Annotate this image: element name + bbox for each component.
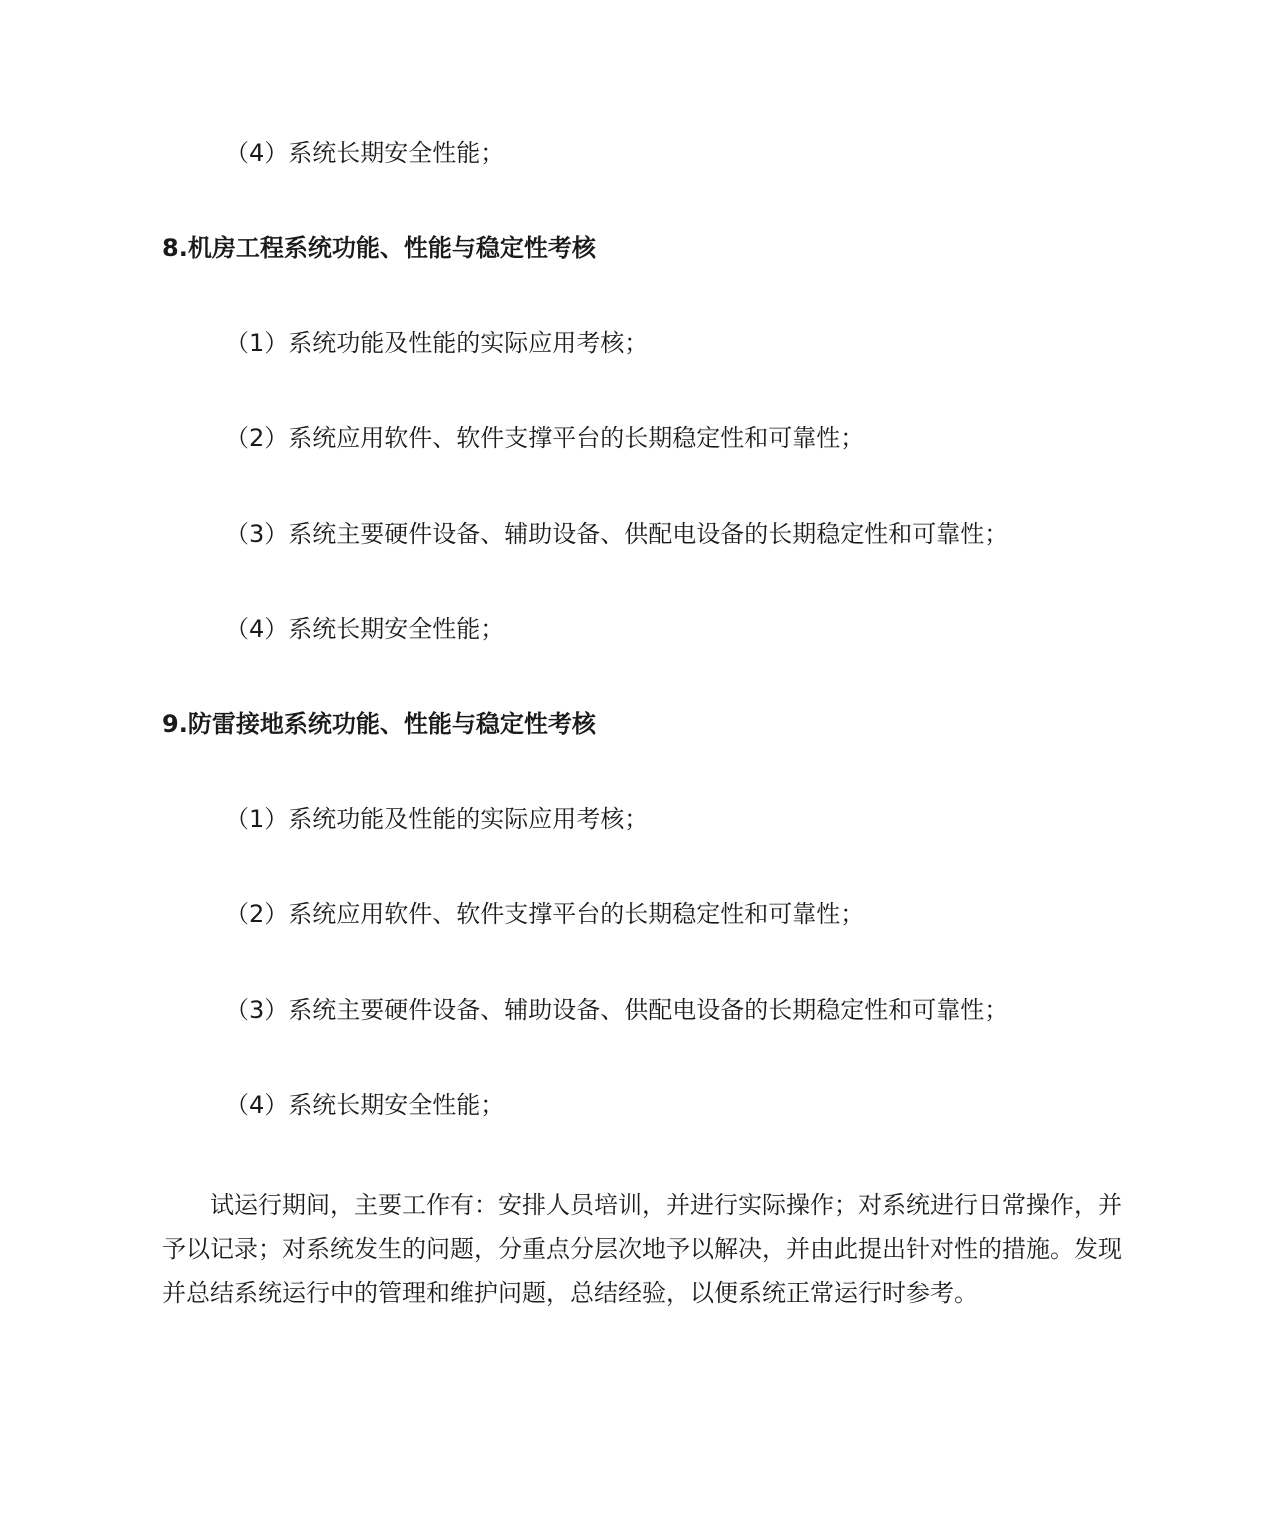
- list-item: （4）系统长期安全性能；: [225, 1091, 505, 1119]
- list-item: （4）系统长期安全性能；: [225, 139, 505, 167]
- list-item: （4）系统长期安全性能；: [225, 615, 505, 643]
- list-item: （3）系统主要硬件设备、辅助设备、供配电设备的长期稳定性和可靠性；: [225, 996, 1009, 1024]
- section-heading: 8.机房工程系统功能、性能与稳定性考核: [162, 234, 596, 262]
- list-item: （1）系统功能及性能的实际应用考核；: [225, 329, 649, 357]
- list-item: （2）系统应用软件、软件支撑平台的长期稳定性和可靠性；: [225, 424, 865, 452]
- conclusion-paragraph: 试运行期间，主要工作有：安排人员培训，并进行实际操作；对系统进行日常操作，并予以记录；对系统发生的问题，分重点分层次地予以解决，并由此提出针对性的措施。发现并总结系统运行中的管理和维护问题，总结经验，以便系统正常运行时参考。: [162, 1191, 1122, 1307]
- list-item: （2）系统应用软件、软件支撑平台的长期稳定性和可靠性；: [225, 900, 865, 928]
- list-item: （3）系统主要硬件设备、辅助设备、供配电设备的长期稳定性和可靠性；: [225, 520, 1009, 548]
- list-item: （1）系统功能及性能的实际应用考核；: [225, 805, 649, 833]
- section-heading: 9.防雷接地系统功能、性能与稳定性考核: [162, 710, 596, 738]
